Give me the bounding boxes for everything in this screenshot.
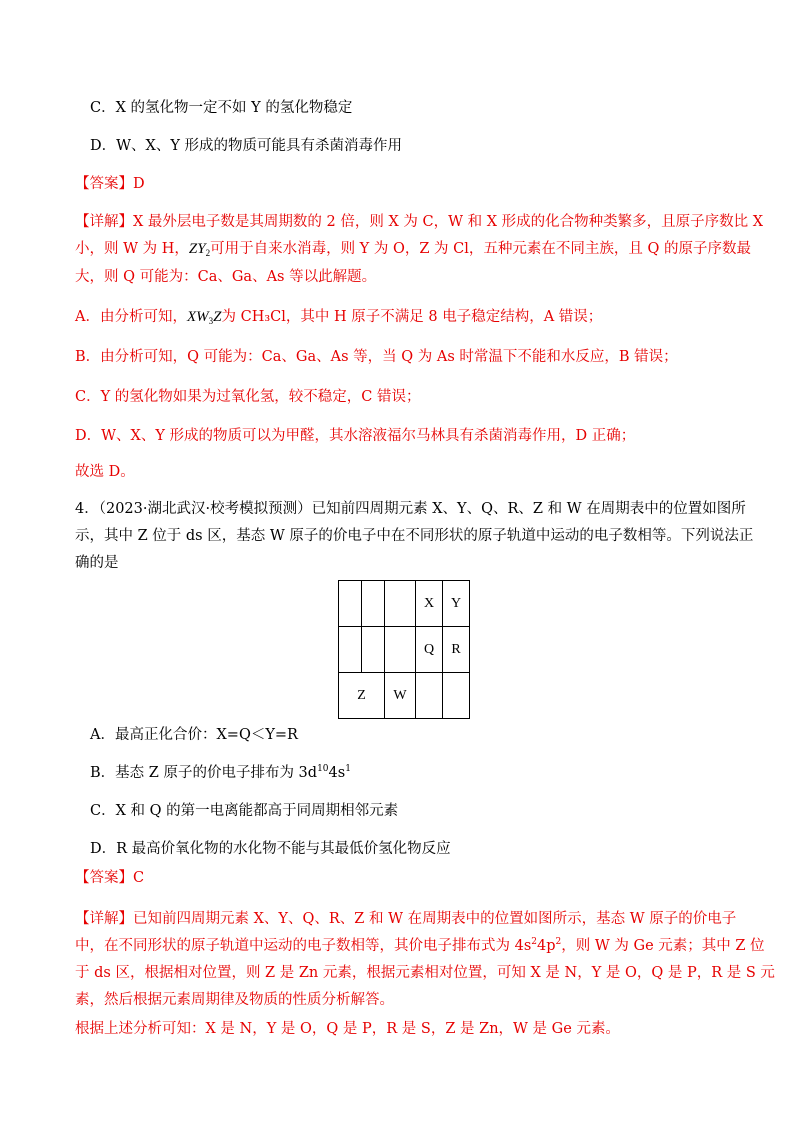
table-cell-y: Y <box>443 581 470 627</box>
answer-value: C <box>133 870 145 886</box>
q4-answer <box>75 866 144 887</box>
formula-sub: 3 <box>208 316 214 326</box>
q3-answer <box>75 172 145 193</box>
q4-option-d: D．R 最高价氧化物的水化物不能与其最低价氢化物反应 <box>90 841 451 857</box>
q4-detail-line-4: 素，然后根据元素周期律及物质的性质分析解答。 <box>75 992 394 1008</box>
answer-value: D <box>133 176 145 192</box>
detail-text: 4p <box>537 938 556 954</box>
table-cell <box>362 627 385 673</box>
q4-option-c: C．X 和 Q 的第一电离能都高于同周期相邻元素 <box>90 803 399 819</box>
table-cell-x: X <box>416 581 443 627</box>
detail-label: 【详解】 <box>75 911 133 927</box>
table-cell <box>416 673 443 719</box>
q3-detail-line-2 <box>75 237 751 258</box>
answer-label: 【答案】 <box>75 176 133 192</box>
detail-text: 可用于自来水消毒，则 Y 为 O，Z 为 Cl，五种元素在不同主族，且 Q 的原子序数最 <box>210 241 751 257</box>
table-cell <box>385 581 416 627</box>
detail-text: 中，在不同形状的原子轨道中运动的电子数相等，其价电子排布式为 4s <box>75 938 532 954</box>
q4-stem-line-3: 确的是 <box>75 555 119 571</box>
formula-main: XW <box>186 309 209 325</box>
q3-option-d: D．W、X、Y 形成的物质可能具有杀菌消毒作用 <box>90 138 403 154</box>
detail-text: X 最外层电子数是其周期数的 2 倍，则 X 为 C，W 和 X 形成的化合物种类繁多，且原子序数比 X <box>133 214 764 230</box>
detail-text: 为 CH₃Cl，其中 H 原子不满足 8 电子稳定结构，A 错误； <box>221 309 603 325</box>
superscript: 10 <box>317 764 329 774</box>
table-cell-r: R <box>443 627 470 673</box>
q3-detail-a <box>75 305 602 326</box>
detail-label: 【详解】 <box>75 214 133 230</box>
q3-detail-c: C．Y 的氢化物如果为过氧化氢，较不稳定，C 错误； <box>75 389 421 405</box>
formula-xw3z <box>187 309 222 325</box>
table-cell <box>385 627 416 673</box>
formula-main: Z <box>213 309 222 325</box>
detail-text: A．由分析可知， <box>75 309 187 325</box>
table-cell <box>339 581 362 627</box>
superscript: 1 <box>345 764 351 774</box>
superscript: 2 <box>531 937 538 947</box>
q3-conclusion: 故选 D。 <box>75 464 135 480</box>
detail-text: ，则 W 为 Ge 元素；其中 Z 位 <box>561 938 765 954</box>
formula-sub: 2 <box>205 248 211 258</box>
formula-main: ZY <box>188 241 206 257</box>
table-cell <box>362 581 385 627</box>
periodic-table-fragment <box>338 580 470 719</box>
table-cell <box>443 673 470 719</box>
q4-stem-line-1: 4．（2023·湖北武汉·校考模拟预测）已知前四周期元素 X、Y、Q、R、Z 和 W 在周期表中的位置如图所 <box>75 501 746 517</box>
q3-option-c: C．X 的氢化物一定不如 Y 的氢化物稳定 <box>90 100 353 116</box>
superscript: 2 <box>555 937 562 947</box>
table-cell-z: Z <box>339 673 385 719</box>
q4-detail-line-1 <box>75 907 736 928</box>
q3-detail-line-3: 大，则 Q 可能为：Ca、Ga、As 等以此解题。 <box>75 269 377 285</box>
detail-text: 小，则 W 为 H， <box>75 241 189 257</box>
q3-detail-d: D．W、X、Y 形成的物质可以为甲醛，其水溶液福尔马林具有杀菌消毒作用，D 正确； <box>75 428 636 444</box>
q3-detail-line-1 <box>75 210 763 231</box>
formula-zy2 <box>189 241 210 257</box>
q4-detail-line-3: 于 ds 区，根据相对位置，则 Z 是 Zn 元素，根据元素相对位置，可知 X 是 N，Y 是 O，Q 是 P，R 是 S 元 <box>75 965 775 981</box>
q4-option-a: A．最高正化合价：X=Q＜Y=R <box>90 727 298 743</box>
option-text: B．基态 Z 原子的价电子排布为 3d <box>90 765 318 781</box>
table-cell-w: W <box>385 673 416 719</box>
q4-option-b <box>90 761 351 782</box>
table-cell <box>339 627 362 673</box>
option-text: 4s <box>328 765 346 781</box>
q4-summary: 根据上述分析可知：X 是 N，Y 是 O，Q 是 P，R 是 S，Z 是 Zn，W 是 Ge 元素。 <box>75 1021 620 1037</box>
q4-detail-line-2 <box>75 934 765 955</box>
q4-stem-line-2: 示，其中 Z 位于 ds 区，基态 W 原子的价电子中在不同形状的原子轨道中运动的电子数相等。下列说法正 <box>75 528 754 544</box>
table-cell-q: Q <box>416 627 443 673</box>
q3-detail-b: B．由分析可知，Q 可能为：Ca、Ga、As 等，当 Q 为 As 时常温下不能和水反应，B 错误； <box>75 349 678 365</box>
detail-text: 已知前四周期元素 X、Y、Q、R、Z 和 W 在周期表中的位置如图所示，基态 W 原子的价电子 <box>133 911 737 927</box>
answer-label: 【答案】 <box>75 870 133 886</box>
